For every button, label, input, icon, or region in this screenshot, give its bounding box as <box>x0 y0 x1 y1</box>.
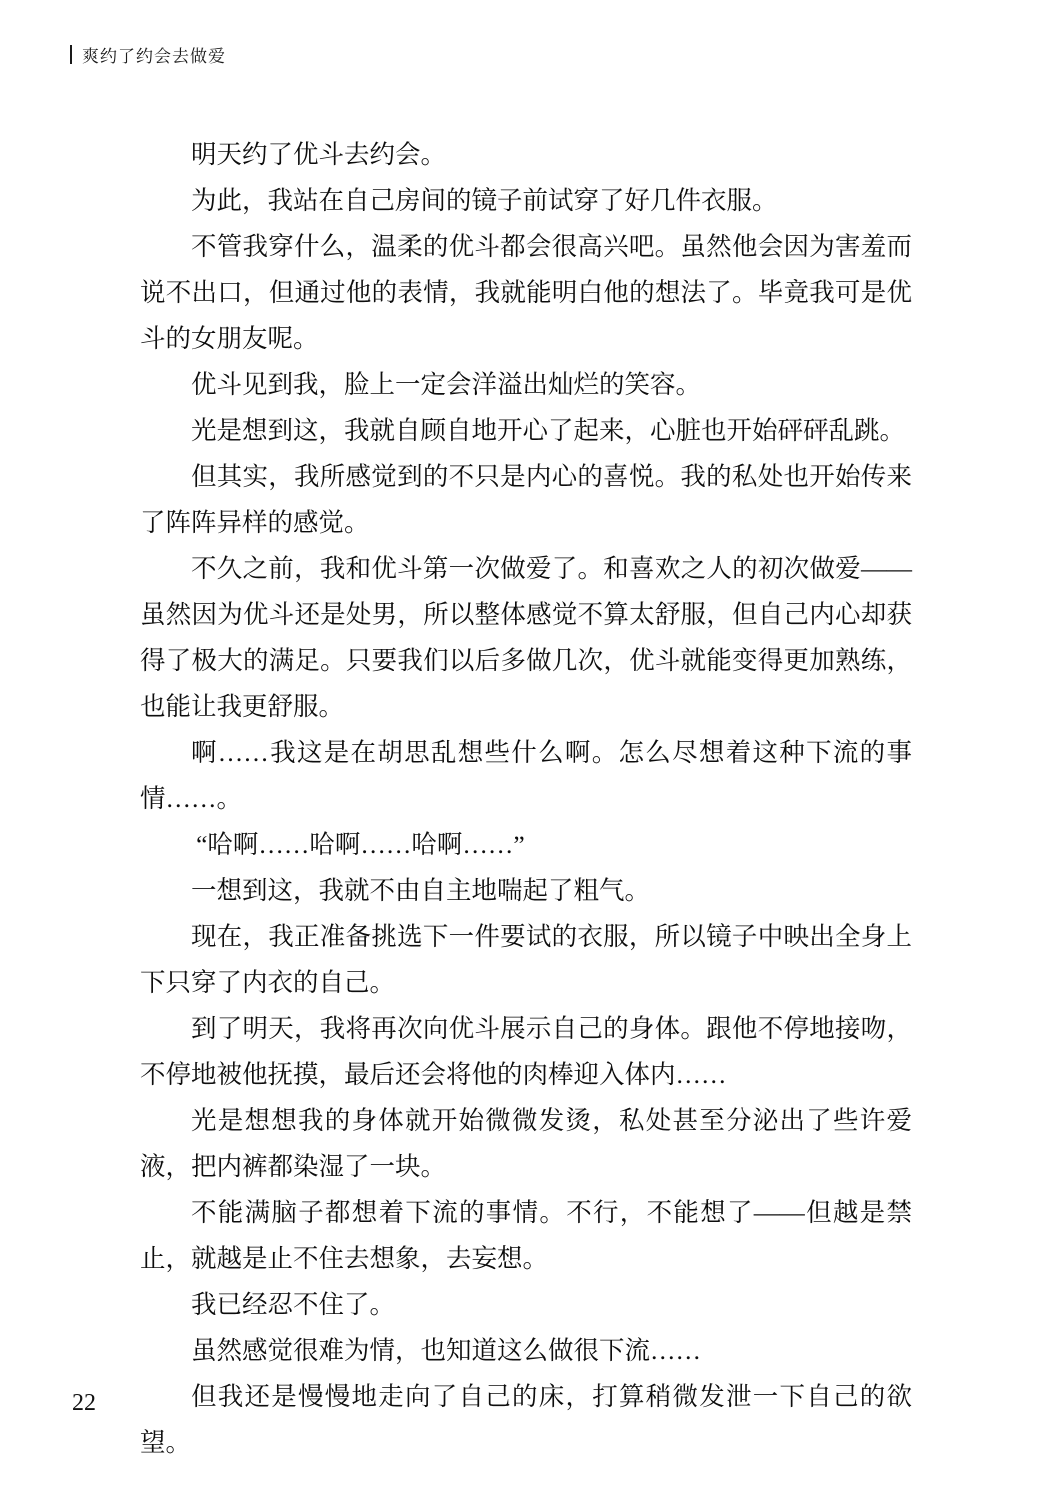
paragraph: 但我还是慢慢地走向了自己的床，打算稍微发泄一下自己的欲望。 <box>140 1382 912 1457</box>
running-head <box>70 42 226 67</box>
page-number: 22 <box>72 1390 96 1416</box>
paragraph: 到了明天，我将再次向优斗展示自己的身体。跟他不停地接吻，不停地被他抚摸，最后还会将他的肉棒迎入体内…… <box>140 1014 912 1089</box>
paragraph: 光是想到这，我就自顾自地开心了起来，心脏也开始砰砰乱跳。 <box>191 416 906 445</box>
running-head-rule <box>70 45 72 64</box>
paragraph: 光是想想我的身体就开始微微发烫，私处甚至分泌出了些许爱液，把内裤都染湿了一块。 <box>140 1106 912 1181</box>
paragraph: 啊……我这是在胡思乱想些什么啊。怎么尽想着这种下流的事情……。 <box>140 738 912 813</box>
paragraph: 明天约了优斗去约会。 <box>191 140 447 169</box>
paragraph: 优斗见到我，脸上一定会洋溢出灿烂的笑容。 <box>191 370 702 399</box>
paragraph: 不能满脑子都想着下流的事情。不行，不能想了——但越是禁止，就越是止不住去想象，去妄想。 <box>140 1198 912 1273</box>
paragraph-dialogue: “哈啊……哈啊……哈啊……” <box>196 830 525 859</box>
paragraph: 虽然感觉很难为情，也知道这么做很下流…… <box>191 1336 702 1365</box>
paragraph: 一想到这，我就不由自主地喘起了粗气。 <box>191 876 651 905</box>
paragraph: 现在，我正准备挑选下一件要试的衣服，所以镜子中映出全身上下只穿了内衣的自己。 <box>140 922 912 997</box>
running-head-title: 爽约了约会去做爱 <box>82 47 226 66</box>
paragraph: 我已经忍不住了。 <box>191 1290 396 1319</box>
body-text <box>140 132 912 1466</box>
paragraph: 不管我穿什么，温柔的优斗都会很高兴吧。虽然他会因为害羞而说不出口，但通过他的表情，我就能明白他的想法了。毕竟我可是优斗的女朋友呢。 <box>140 232 912 353</box>
paragraph: 为此，我站在自己房间的镜子前试穿了好几件衣服。 <box>191 186 778 215</box>
paragraph: 不久之前，我和优斗第一次做爱了。和喜欢之人的初次做爱——虽然因为优斗还是处男，所以整体感觉不算太舒服，但自己内心却获得了极大的满足。只要我们以后多做几次，优斗就能变得更加熟练，也能让我更舒服。 <box>140 554 912 721</box>
paragraph: 但其实，我所感觉到的不只是内心的喜悦。我的私处也开始传来了阵阵异样的感觉。 <box>140 462 912 537</box>
